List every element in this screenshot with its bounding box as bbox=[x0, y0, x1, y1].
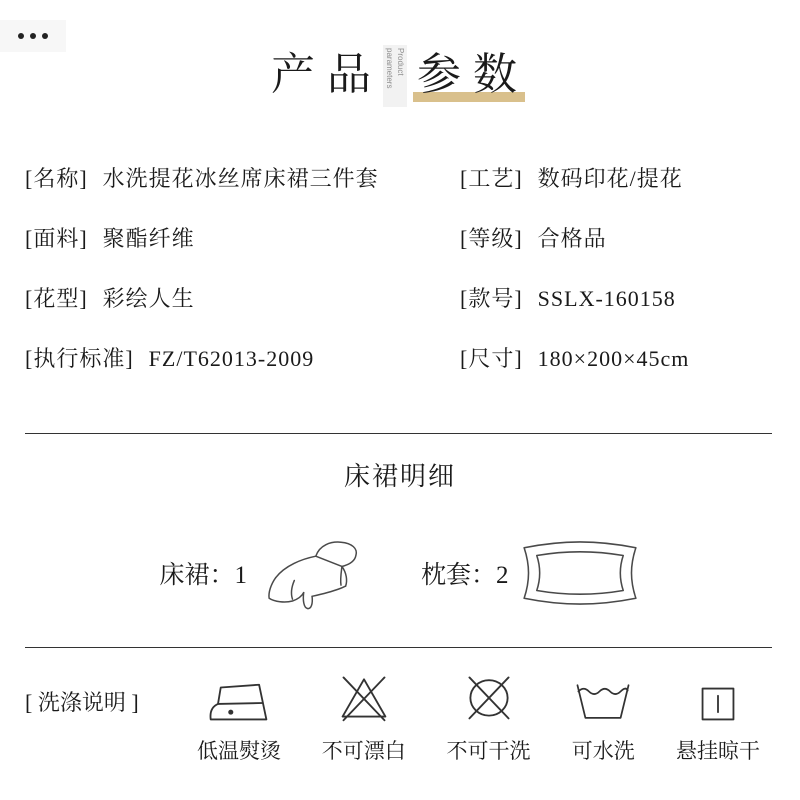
param-label: [面料] bbox=[25, 226, 88, 251]
wash-item-label: 低温熨烫 bbox=[197, 739, 281, 763]
wash-item-no-dry-clean bbox=[447, 670, 531, 765]
param-row-pattern bbox=[25, 288, 460, 310]
detail-item-label: 床裙：1 bbox=[159, 562, 247, 589]
wash-item-label: 悬挂晾干 bbox=[676, 739, 760, 763]
param-row-grade bbox=[460, 228, 790, 250]
washing-instructions-items bbox=[197, 670, 760, 765]
param-row-fabric bbox=[25, 228, 460, 250]
param-value: 水洗提花冰丝席床裙三件套 bbox=[102, 166, 379, 191]
dot bbox=[18, 33, 24, 39]
param-value: FZ/T62013-2009 bbox=[148, 346, 315, 371]
param-value: 合格品 bbox=[537, 226, 607, 251]
wash-item-washable bbox=[571, 670, 635, 765]
subtitle-vertical-text: Product parameters bbox=[383, 45, 407, 107]
dot bbox=[42, 33, 48, 39]
hang-dry-icon bbox=[698, 684, 738, 724]
detail-item-label: 枕套：2 bbox=[421, 562, 509, 589]
washing-instructions-label: [ 洗涤说明 ] bbox=[25, 690, 139, 715]
bed-skirt-detail-items bbox=[0, 535, 800, 611]
param-row-name bbox=[25, 168, 460, 190]
param-label: [工艺] bbox=[460, 166, 523, 191]
param-label: [等级] bbox=[460, 226, 523, 251]
param-row-size bbox=[460, 348, 790, 370]
param-label: [花型] bbox=[25, 286, 88, 311]
pillow-icon bbox=[519, 539, 641, 607]
page-title-right: 参数 bbox=[417, 44, 529, 106]
wash-item-no-bleach bbox=[322, 670, 406, 765]
param-label: [尺寸] bbox=[460, 346, 523, 371]
param-row-standard bbox=[25, 348, 460, 370]
section-divider bbox=[25, 433, 772, 434]
parameters-grid bbox=[25, 168, 790, 370]
bed-skirt-icon bbox=[257, 535, 369, 611]
param-label: [名称] bbox=[25, 166, 88, 191]
param-value: 彩绘人生 bbox=[102, 286, 195, 311]
ellipsis-icon bbox=[0, 20, 66, 52]
param-value: 180×200×45cm bbox=[537, 346, 690, 371]
wash-item-hang-dry bbox=[676, 670, 760, 765]
param-row-style-number bbox=[460, 288, 790, 310]
param-label: [执行标准] bbox=[25, 346, 134, 371]
iron-low-temp-icon bbox=[206, 682, 272, 724]
wash-item-label: 不可漂白 bbox=[321, 739, 406, 763]
param-value: 聚酯纤维 bbox=[102, 226, 195, 251]
wash-item-label: 不可干洗 bbox=[446, 739, 531, 763]
param-value: SSLX-160158 bbox=[537, 286, 676, 311]
no-bleach-icon bbox=[335, 670, 393, 724]
no-dry-clean-icon bbox=[460, 670, 518, 724]
page-title-left: 产品 bbox=[271, 50, 383, 99]
param-label: [款号] bbox=[460, 286, 523, 311]
washable-icon bbox=[571, 680, 635, 724]
wash-item-label: 可水洗 bbox=[571, 739, 635, 763]
dot bbox=[30, 33, 36, 39]
page-header bbox=[0, 44, 800, 110]
param-value: 数码印花/提花 bbox=[537, 166, 683, 191]
bed-skirt-detail-title: 床裙明细 bbox=[343, 462, 456, 491]
detail-item-pillowcase bbox=[421, 539, 641, 607]
wash-item-iron-low bbox=[197, 670, 281, 765]
washing-instructions-section bbox=[0, 648, 800, 765]
detail-item-bed-skirt bbox=[159, 535, 369, 611]
param-row-craft bbox=[460, 168, 790, 190]
